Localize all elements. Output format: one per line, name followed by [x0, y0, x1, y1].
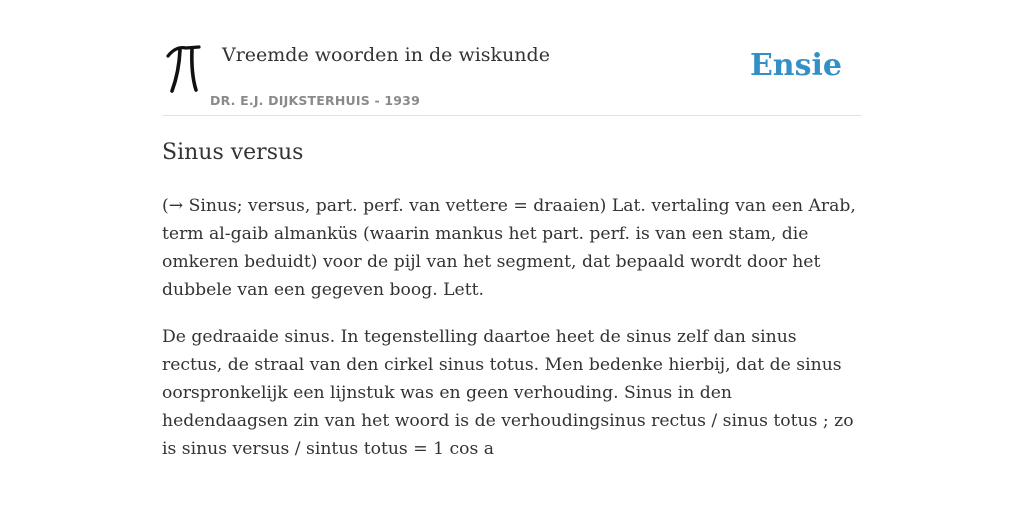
page — [162, 0, 862, 512]
entry-title: Sinus versus — [162, 140, 304, 165]
entry-paragraph: De gedraaide sinus. In tegenstelling daartoe heet de sinus zelf dan sinus rectus, de straal van den cirkel sinus totus. Men bedenke hierbij, dat de sinus oorspronkelijk een lijnstuk was en geen verhouding. Sinus in den hedendaagsen zin van het woord is de verhoudingsinus rectus / sinus totus ; zo is sinus versus / sintus totus = 1 cos a — [162, 327, 854, 459]
entry-paragraph: (→ Sinus; versus, part. perf. van vettere = draaien) Lat. vertaling van een Arab, term al-gaib almanküs (waarin mankus het part. perf. is van een stam, die omkeren beduidt) voor de pijl van het segment, dat bepaald wordt door het dubbele van een gegeven boog. Lett. — [162, 196, 856, 300]
pi-symbol-icon[interactable] — [166, 44, 202, 96]
book-author-year: DR. E.J. DIJKSTERHUIS - 1939 — [210, 93, 420, 108]
header — [162, 0, 862, 116]
book-title[interactable]: Vreemde woorden in de wiskunde — [222, 44, 550, 66]
brand-logo[interactable]: Ensie — [749, 48, 842, 83]
entry-body — [162, 192, 862, 482]
